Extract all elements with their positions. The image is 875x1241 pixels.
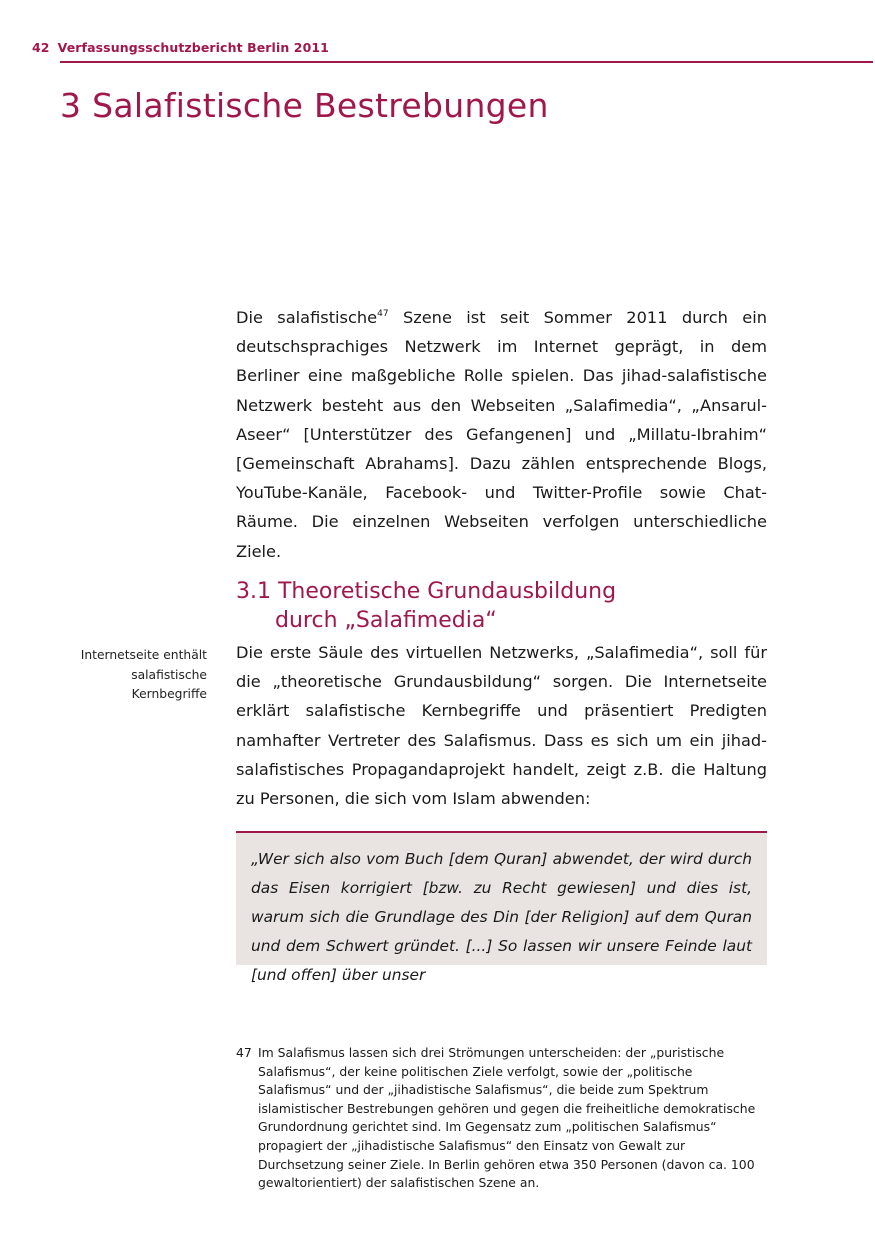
running-head-title: Verfassungsschutzbericht Berlin 2011 bbox=[57, 40, 329, 55]
footnote-reference: 47 bbox=[377, 309, 389, 319]
section-heading-line1: 3.1 Theoretische Grundausbildung bbox=[236, 579, 617, 604]
section-heading-line2: durch „Salafimedia“ bbox=[275, 608, 497, 633]
intro-paragraph bbox=[236, 303, 767, 566]
header-rule bbox=[60, 61, 873, 63]
quote-box bbox=[236, 831, 767, 984]
section-paragraph: Die erste Säule des virtuellen Netzwerks, „Salafimedia“, soll für die „theoretische Grundausbildung“ sorgen. Die Internetseite erklärt salafistische Kernbegriffe und präsentiert Predigten namhafter Vertreter des Salafismus. Dass es sich um ein jihad-salafistisches Propagandaprojekt handelt, zeigt z.B. die Haltung zu Personen, die sich vom Islam abwenden: bbox=[236, 643, 767, 809]
section-body bbox=[236, 638, 767, 813]
chapter-title: 3 Salafistische Bestrebungen bbox=[60, 86, 549, 125]
footnote-number: 47 bbox=[236, 1045, 252, 1060]
section-heading bbox=[236, 577, 767, 635]
margin-note: Internetseite enthält salafistische Kernbegriffe bbox=[80, 648, 207, 701]
footnote bbox=[236, 1044, 767, 1193]
intro-section bbox=[236, 303, 767, 566]
intro-text-start: Die salafistische bbox=[236, 308, 378, 327]
intro-text-rest: Szene ist seit Sommer 2011 durch ein deutschsprachiges Netzwerk im Internet geprägt, in dem Berliner eine maßgebliche Rolle spielen. Das jihad-salafistische Netzwerk besteht aus den Webseiten „Salafimedia“, „Ansarul-Aseer“ [Unterstützer des Gefangenen] und „Millatu-Ibrahim“ [Gemeinschaft Abrahams]. Dazu zählen entsprechende Blogs, YouTube-Kanäle, Facebook- und Twitter-Profile sowie Chat-Räume. Die einzelnen Webseiten verfolgen unterschiedliche Ziele. bbox=[236, 308, 767, 561]
footnote-text: Im Salafismus lassen sich drei Strömungen unterscheiden: der „puristische Salafismus“, der keine politischen Ziele verfolgt, sowie der „politische Salafismus“ und der „jihadistische Salafismus“, die beide zum Spektrum islamistischer Bestrebungen gehören und gegen die freiheitliche demokratische Grundordnung gerichtet sind. Im Gegensatz zum „politischen Salafismus“ propagiert der „jihadistische Salafismus“ den Einsatz von Gewalt zur Durchsetzung seiner Ziele. In Berlin gehören etwa 350 Personen (davon ca. 100 gewaltorientiert) der salafistischen Szene an. bbox=[258, 1045, 756, 1191]
page-number: 42 bbox=[32, 40, 50, 55]
quote-text: „Wer sich also vom Buch [dem Quran] abwendet, der wird durch das Eisen korrigiert [bzw. zu Recht gewiesen] und dies ist, warum sich die Grundlage des Din [der Religion] auf dem Quran und dem Schwert gründet. [...] So lassen wir unsere Feinde laut [und offen] über unser bbox=[251, 850, 752, 984]
running-head bbox=[32, 40, 329, 55]
